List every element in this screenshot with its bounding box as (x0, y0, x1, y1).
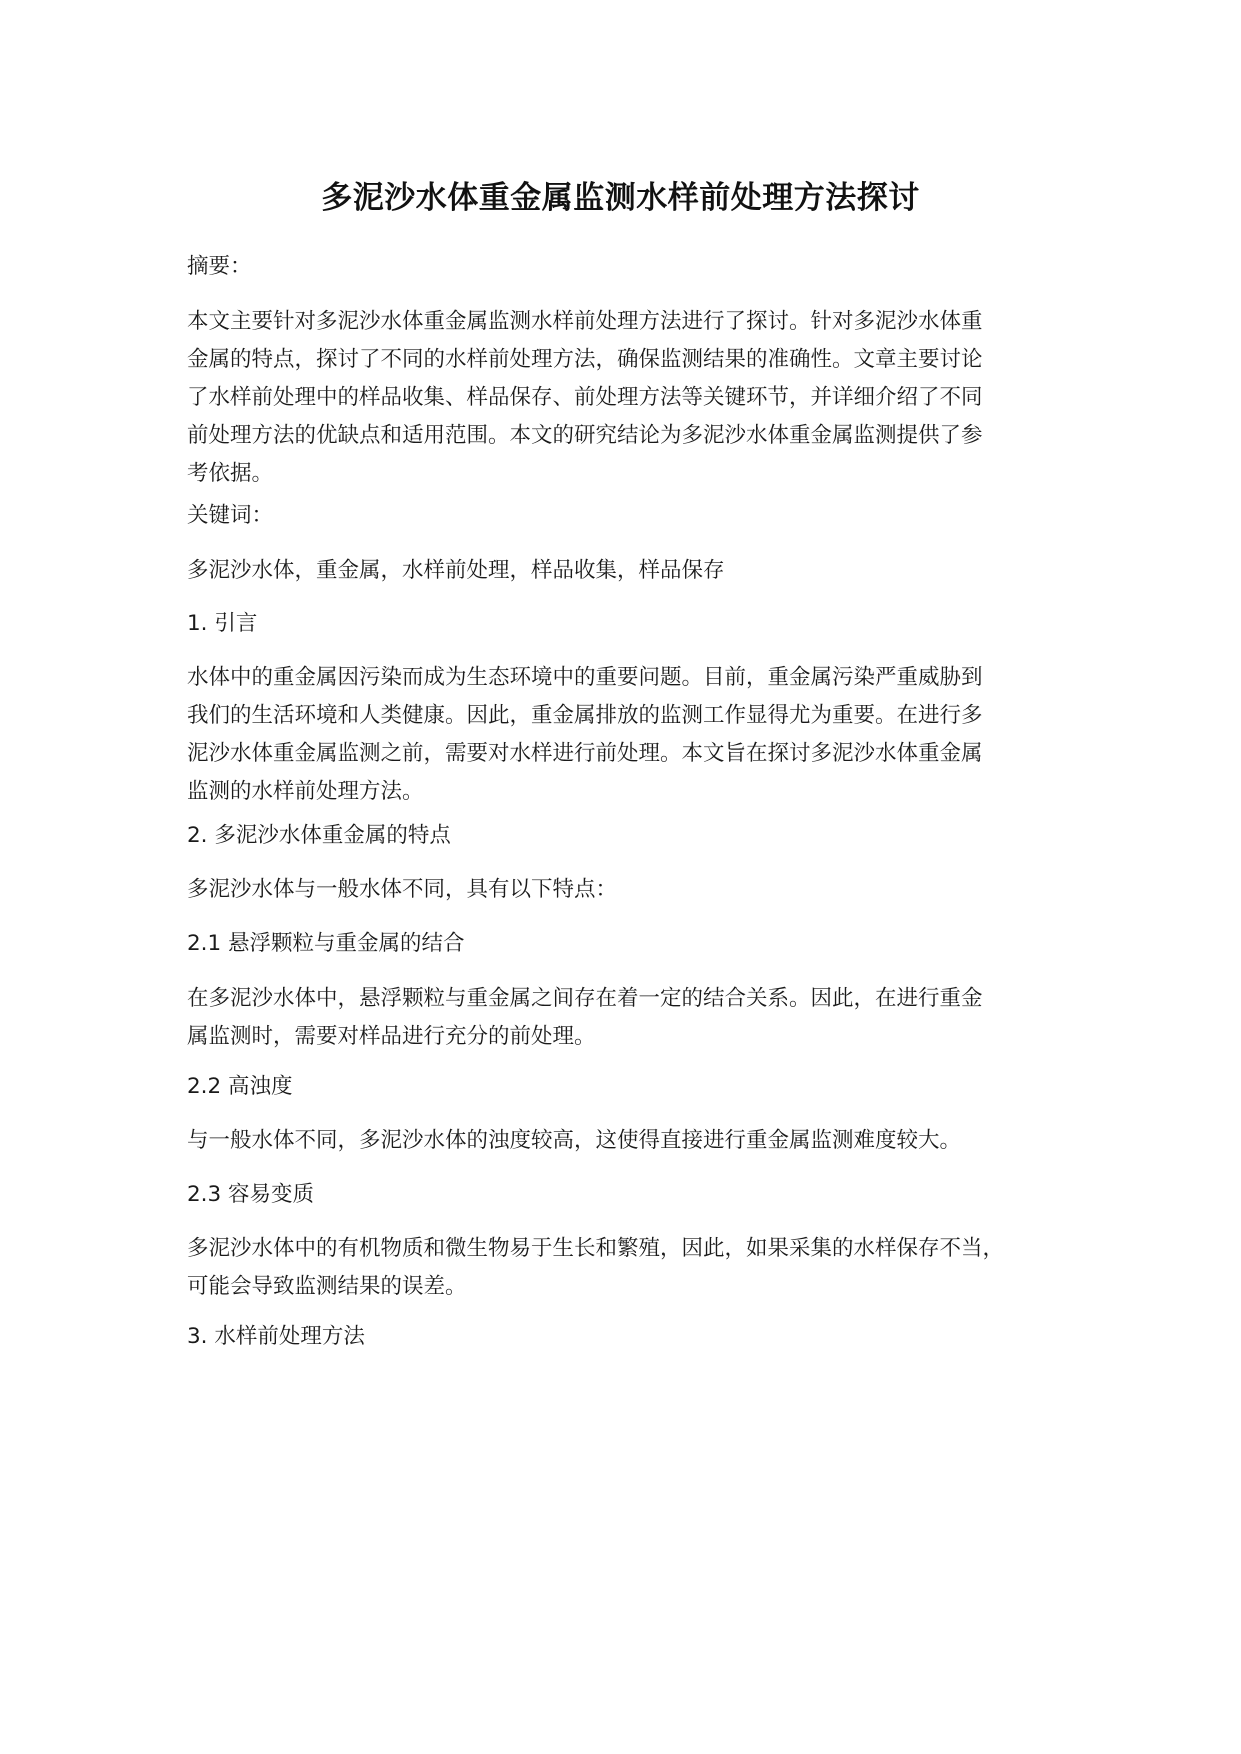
paragraph-line: 与一般水体不同，多泥沙水体的浊度较高，这使得直接进行重金属监测难度较大。 (187, 1128, 962, 1153)
section-paragraph (187, 659, 1067, 811)
keywords-label: 关键词： (187, 503, 274, 528)
section-heading: 2.2 高浊度 (187, 1074, 293, 1099)
paragraph-line: 水体中的重金属因污染而成为生态环境中的重要问题。目前，重金属污染严重威胁到 (187, 665, 983, 690)
abstract-line: 前处理方法的优缺点和适用范围。本文的研究结论为多泥沙水体重金属监测提供了参 (187, 423, 983, 448)
abstract-label: 摘要： (187, 254, 252, 279)
keywords-text: 多泥沙水体，重金属，水样前处理，样品收集，样品保存 (187, 558, 725, 583)
paragraph-line: 在多泥沙水体中，悬浮颗粒与重金属之间存在着一定的结合关系。因此，在进行重金 (187, 986, 983, 1011)
section-heading: 2.1 悬浮颗粒与重金属的结合 (187, 931, 465, 956)
paragraph-line: 多泥沙水体中的有机物质和微生物易于生长和繁殖，因此，如果采集的水样保存不当， (187, 1236, 1005, 1261)
section-heading: 1. 引言 (187, 611, 258, 636)
abstract-line: 本文主要针对多泥沙水体重金属监测水样前处理方法进行了探讨。针对多泥沙水体重 (187, 309, 983, 334)
section-heading: 2.3 容易变质 (187, 1182, 315, 1207)
section-heading: 2. 多泥沙水体重金属的特点 (187, 823, 451, 848)
abstract-line: 了水样前处理中的样品收集、样品保存、前处理方法等关键环节，并详细介绍了不同 (187, 385, 983, 410)
abstract-line: 金属的特点，探讨了不同的水样前处理方法，确保监测结果的准确性。文章主要讨论 (187, 347, 983, 372)
section-paragraph (187, 1230, 1067, 1306)
section-paragraph (187, 980, 1067, 1056)
section-heading: 3. 水样前处理方法 (187, 1324, 365, 1349)
abstract-line: 考依据。 (187, 461, 274, 486)
paragraph-line: 属监测时，需要对样品进行充分的前处理。 (187, 1024, 596, 1049)
paragraph-line: 我们的生活环境和人类健康。因此，重金属排放的监测工作显得尤为重要。在进行多 (187, 703, 983, 728)
section-paragraph (187, 1122, 1067, 1160)
section-paragraph (187, 871, 1067, 909)
document-title: 多泥沙水体重金属监测水样前处理方法探讨 (321, 180, 920, 216)
abstract-paragraph (187, 303, 1067, 493)
paragraph-line: 可能会导致监测结果的误差。 (187, 1274, 467, 1299)
paragraph-line: 泥沙水体重金属监测之前，需要对水样进行前处理。本文旨在探讨多泥沙水体重金属 (187, 741, 983, 766)
paragraph-line: 监测的水样前处理方法。 (187, 779, 424, 804)
paragraph-line: 多泥沙水体与一般水体不同，具有以下特点： (187, 877, 618, 902)
